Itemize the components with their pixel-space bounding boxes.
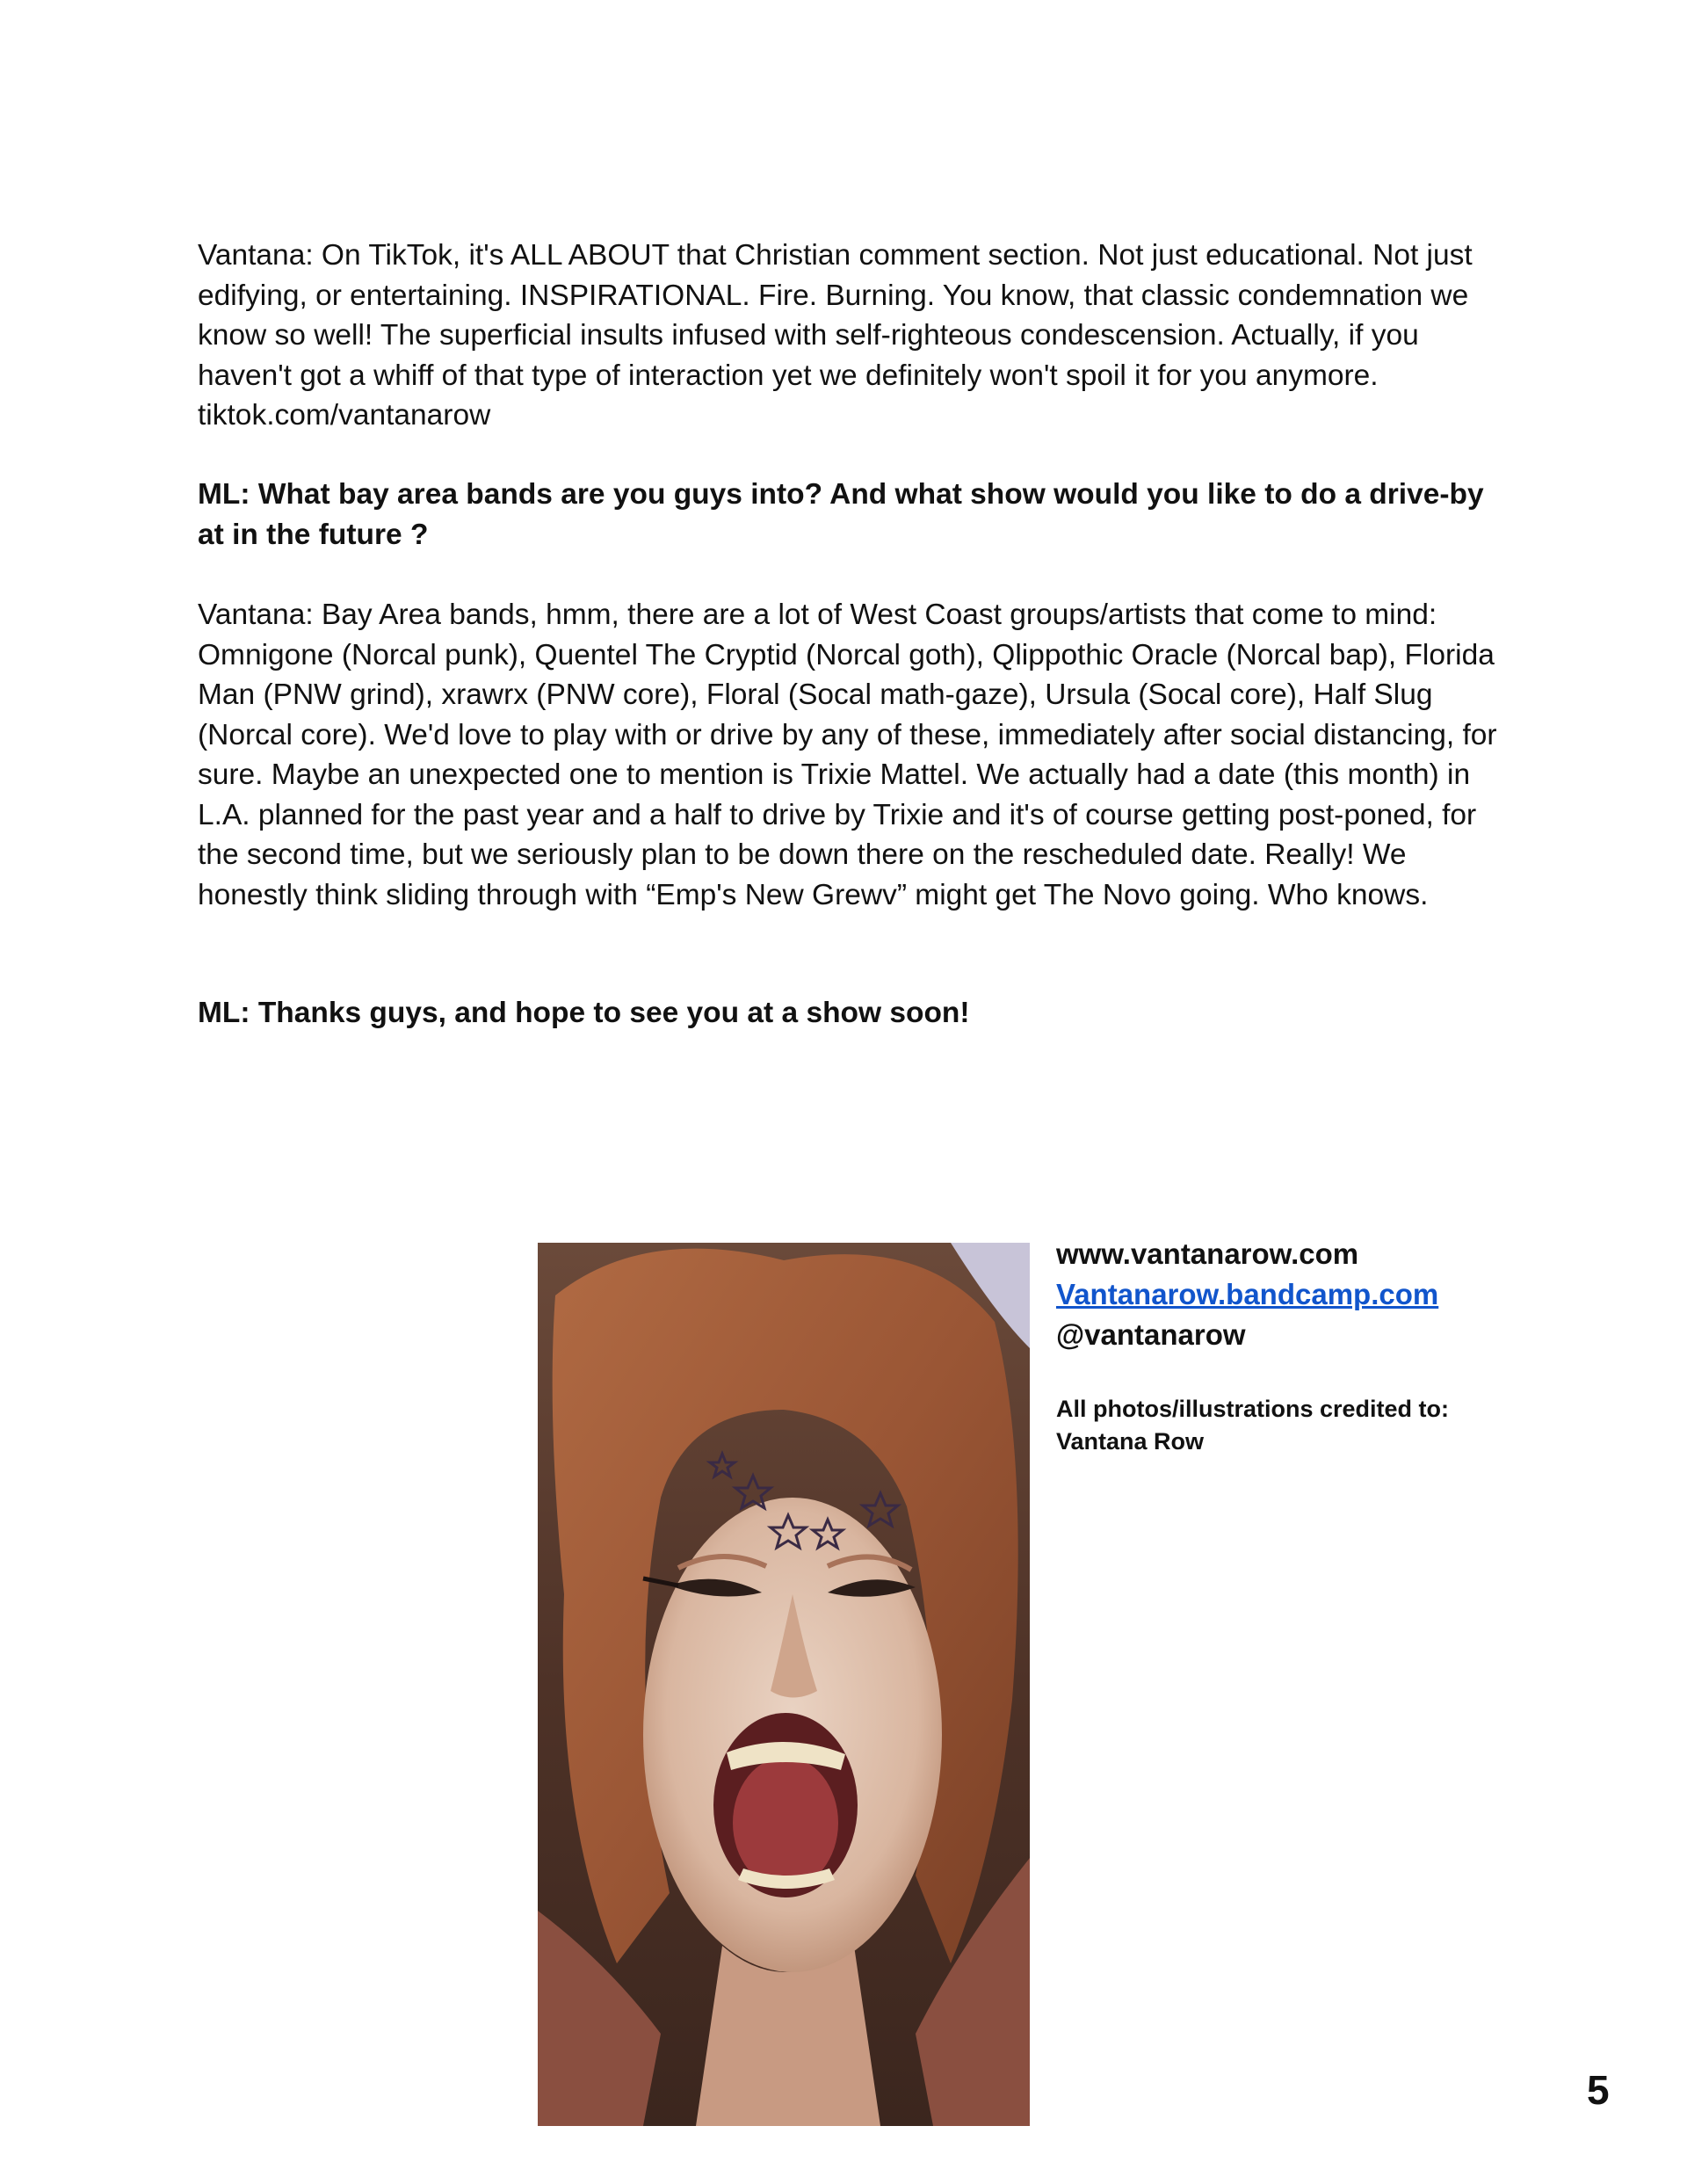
social-handle: @vantanarow [1056, 1318, 1246, 1351]
photo-credit-line-2: Vantana Row [1056, 1428, 1205, 1455]
question-paragraph-bands: ML: What bay area bands are you guys into? And what show would you like to do a drive-by at in the future ? [198, 478, 1484, 551]
website-link[interactable]: www.vantanarow.com [1056, 1237, 1359, 1270]
photo-credit [1056, 1393, 1548, 1458]
contact-links [1056, 1234, 1548, 1355]
bandcamp-link[interactable]: Vantanarow.bandcamp.com [1056, 1278, 1439, 1310]
screaming-face-illustration [538, 1243, 1030, 2126]
page-number: 5 [1587, 2067, 1610, 2113]
answer-paragraph-tiktok: Vantana: On TikTok, it's ALL ABOUT that Christian comment section. Not just educational. Not just edifying, or entertaining. INSPIRATIONAL. Fire. Burning. You know, that classic condemnation we know so well! The superficial insults infused with self-righteous condescension. Actually, if you haven't got a whiff of that type of interaction yet we definitely won't spoil it for you anymore. tiktok.com/vantanarow [198, 239, 1473, 432]
answer-paragraph-bands: Vantana: Bay Area bands, hmm, there are a lot of West Coast groups/artists that come to mind: Omnigone (Norcal punk), Quentel The Cryptid (Norcal goth), Qlippothic Oracle (Norcal bap), Florida Man (PNW grind), xrawrx (PNW core), Floral (Socal math-gaze), Ursula (Socal core), Half Slug (Norcal core). We'd love to play with or drive by any of these, immediately after social distancing, for sure. Maybe an unexpected one to mention is Trixie Mattel. We actually had a date (this month) in L.A. planned for the past year and a half to drive by Trixie and it's of course getting post-poned, for the second time, but we seriously plan to be down there on the rescheduled date. Really! We honestly think sliding through with “Emp's New Grewv” might get The Novo going. Who knows. [198, 599, 1497, 911]
closing-remark: ML: Thanks guys, and hope to see you at a show soon! [198, 997, 970, 1029]
photo-credit-line-1: All photos/illustrations credited to: [1056, 1396, 1450, 1422]
band-member-photo [538, 1243, 1030, 2126]
